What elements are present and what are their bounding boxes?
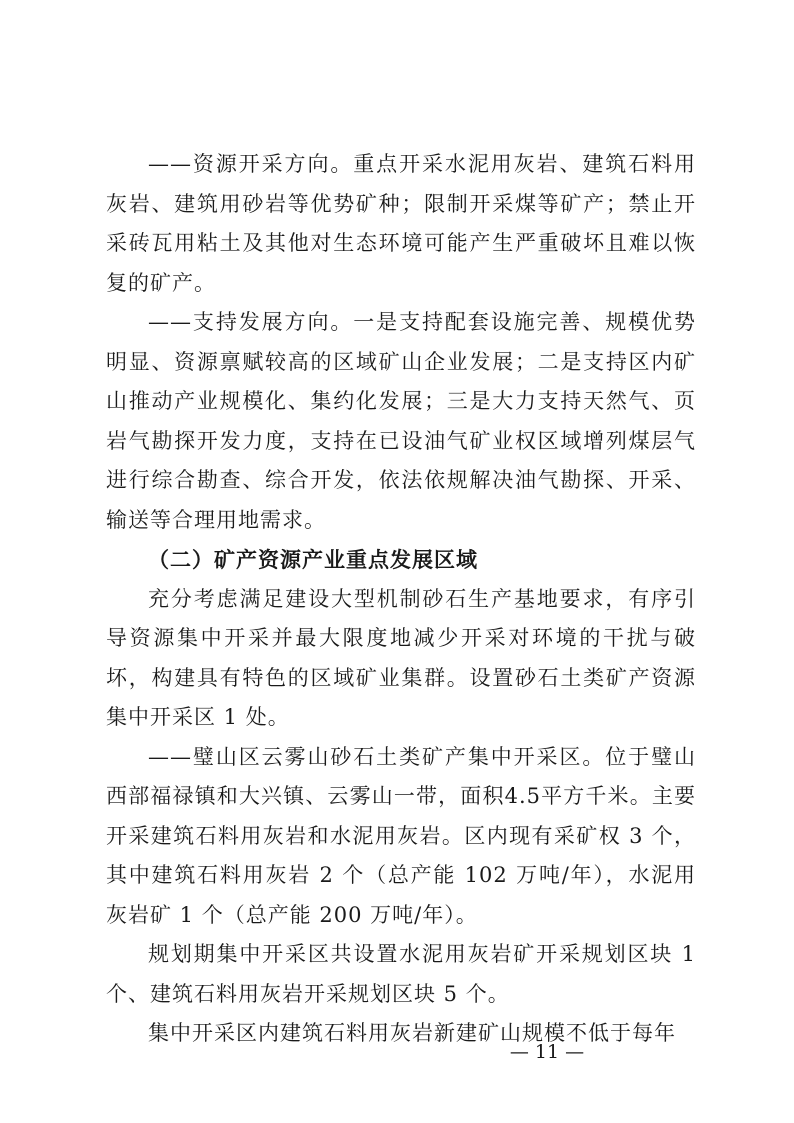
- paragraph-yunwushan-zone: ——璧山区云雾山砂石土类矿产集中开采区。位于璧山西部福禄镇和大兴镇、云雾山一带，面积4.5平方千米。主要开采建筑石料用灰岩和水泥用灰岩。区内现有采矿权 3 个，其中建筑石料用灰岩 2 个（总产能 102 万吨/年），水泥用灰岩矿 1 个（总产能 200 万吨/年）。: [106, 744, 696, 927]
- paragraph-mining-direction: ——资源开采方向。重点开采水泥用灰岩、建筑石料用灰岩、建筑用砂岩等优势矿种；限制开采煤等矿产；禁止开采砖瓦用粘土及其他对生态环境可能产生严重破坏且难以恢复的矿产。: [106, 152, 696, 295]
- section-heading: （二）矿产资源产业重点发展区域: [148, 547, 478, 572]
- page-number: — 11 —: [509, 1041, 585, 1063]
- paragraph-new-mine-scale: 集中开采区内建筑石料用灰岩新建矿山规模不低于每年: [148, 1021, 676, 1045]
- paragraph-planning-blocks: 规划期集中开采区共设置水泥用灰岩矿开采规划区块 1 个、建筑石料用灰岩开采规划区块 5 个。: [106, 942, 696, 1006]
- document-body: [106, 145, 696, 1054]
- paragraph-cluster-plan: 充分考虑满足建设大型机制砂石生产基地要求，有序引导资源集中开采并最大限度地减少开采对环境的干扰与破坏，构建具有特色的区域矿业集群。设置砂石土类矿产资源集中开采区 1 处。: [106, 586, 696, 729]
- paragraph-support-direction: ——支持发展方向。一是支持配套设施完善、规模优势明显、资源禀赋较高的区域矿山企业发展；二是支持区内矿山推动产业规模化、集约化发展；三是大力支持天然气、页岩气勘探开发力度，支持在已设油气矿业权区域增列煤层气进行综合勘查、综合开发，依法依规解决油气勘探、开采、输送等合理用地需求。: [106, 310, 696, 532]
